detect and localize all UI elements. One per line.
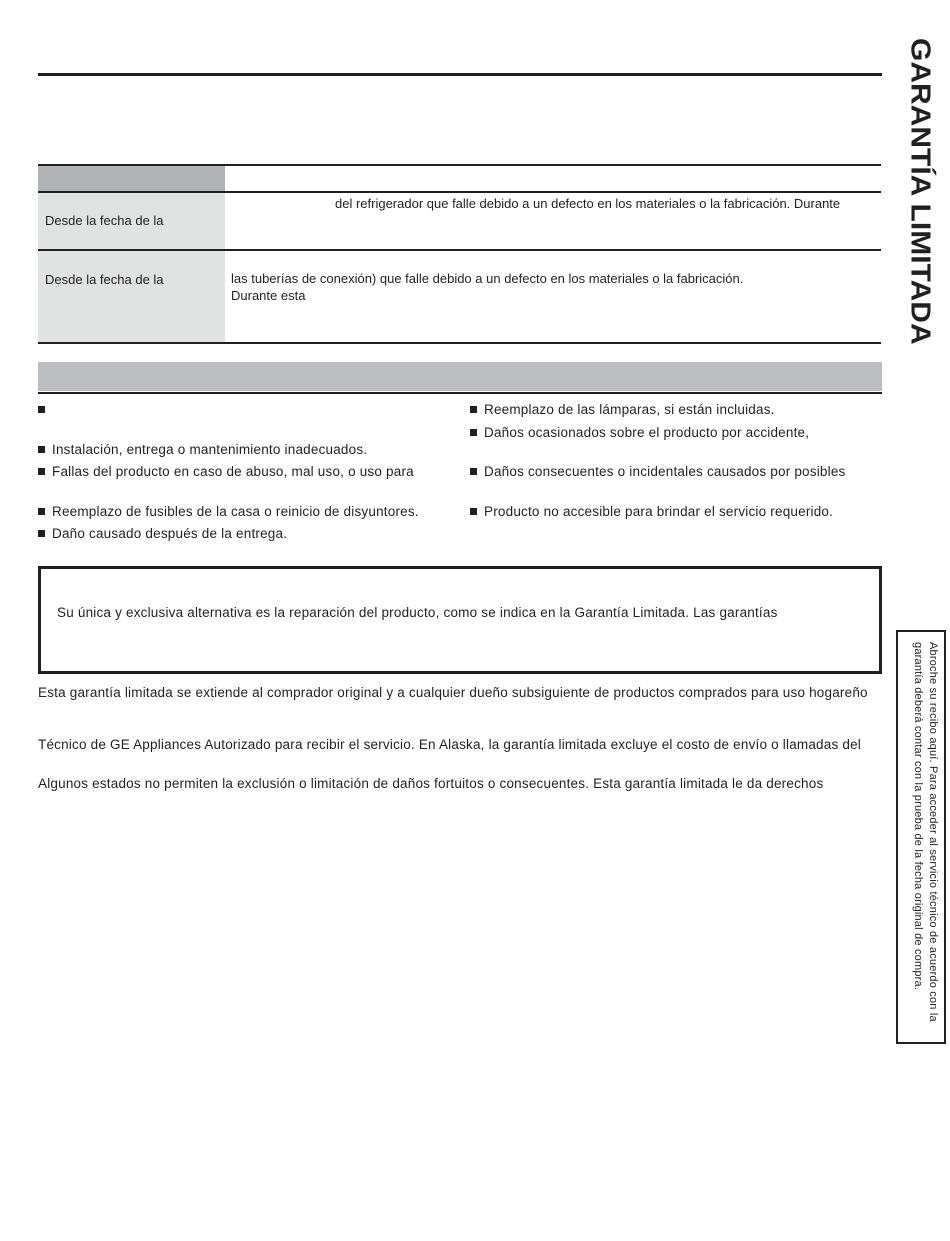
exclusion-right-3 bbox=[470, 464, 845, 479]
exclusions-rule bbox=[38, 392, 882, 394]
exclusion-right-1 bbox=[470, 402, 775, 417]
exclusion-right-2 bbox=[470, 425, 809, 440]
coverage-table bbox=[38, 164, 881, 344]
exclusions-header-bar bbox=[38, 362, 882, 391]
exclusion-text: Daños consecuentes o incidentales causados por posibles bbox=[484, 464, 846, 479]
exclusion-text: Fallas del producto en caso de abuso, mal uso, o uso para bbox=[52, 464, 414, 479]
exclusion-text: Reemplazo de las lámparas, si están incluidas. bbox=[484, 402, 775, 417]
bullet-square-icon bbox=[470, 468, 477, 475]
bullet-square-icon bbox=[470, 429, 477, 436]
table-row-1-period: Desde la fecha de la bbox=[45, 213, 164, 228]
bullet-square-icon bbox=[38, 530, 45, 537]
bullet-square-icon bbox=[38, 446, 45, 453]
disclaimer-box bbox=[38, 566, 882, 674]
exclusion-text: Instalación, entrega o mantenimiento inadecuados. bbox=[52, 442, 368, 457]
bullet-square-icon bbox=[38, 508, 45, 515]
table-row-1-left bbox=[38, 193, 225, 249]
side-title: GARANTÍA LIMITADA bbox=[904, 38, 936, 345]
exclusion-left-1 bbox=[38, 402, 52, 417]
bullet-square-icon bbox=[38, 406, 45, 413]
table-bottom-rule bbox=[38, 342, 881, 344]
exclusion-right-4 bbox=[470, 504, 833, 519]
bullet-square-icon bbox=[470, 406, 477, 413]
paragraph-3: Algunos estados no permiten la exclusión o limitación de daños fortuitos o consecuentes. Esta garantía limitada le da derechos bbox=[38, 776, 824, 791]
exclusion-text: Daños ocasionados sobre el producto por accidente, bbox=[484, 425, 810, 440]
top-rule bbox=[38, 73, 882, 76]
table-header-left bbox=[38, 166, 225, 191]
exclusion-left-4 bbox=[38, 504, 419, 519]
receipt-note: Abroche su recibo aquí. Para acceder al servicio técnico de acuerdo con la garantía deberá contar con la prueba de la fecha original de compra. bbox=[912, 642, 939, 1022]
table-row-2-description-line-2: Durante esta bbox=[231, 288, 306, 303]
exclusion-text: Producto no accesible para brindar el servicio requerido. bbox=[484, 504, 834, 519]
table-row-1-description: del refrigerador que falle debido a un defecto en los materiales o la fabricación. Durante bbox=[335, 196, 841, 211]
exclusion-text: Reemplazo de fusibles de la casa o reinicio de disyuntores. bbox=[52, 504, 419, 519]
table-row-2-left bbox=[38, 251, 225, 342]
disclaimer-text: Su única y exclusiva alternativa es la reparación del producto, como se indica en la Garantía Limitada. Las garantías bbox=[57, 605, 778, 620]
exclusion-text: Daño causado después de la entrega. bbox=[52, 526, 288, 541]
bullet-square-icon bbox=[470, 508, 477, 515]
exclusion-left-2 bbox=[38, 442, 367, 457]
receipt-staple-box bbox=[896, 630, 946, 1044]
table-row-2-period: Desde la fecha de la bbox=[45, 272, 164, 287]
exclusion-left-3 bbox=[38, 464, 414, 479]
bullet-square-icon bbox=[38, 468, 45, 475]
paragraph-1: Esta garantía limitada se extiende al comprador original y a cualquier dueño subsiguiente de productos comprados para uso hogareño bbox=[38, 685, 868, 700]
paragraph-2: Técnico de GE Appliances Autorizado para recibir el servicio. En Alaska, la garantía limitada excluye el costo de envío o llamadas del bbox=[38, 737, 861, 752]
exclusion-left-5 bbox=[38, 526, 287, 541]
table-row-2-description-line-1: las tuberías de conexión) que falle debido a un defecto en los materiales o la fabricación. bbox=[231, 271, 744, 286]
